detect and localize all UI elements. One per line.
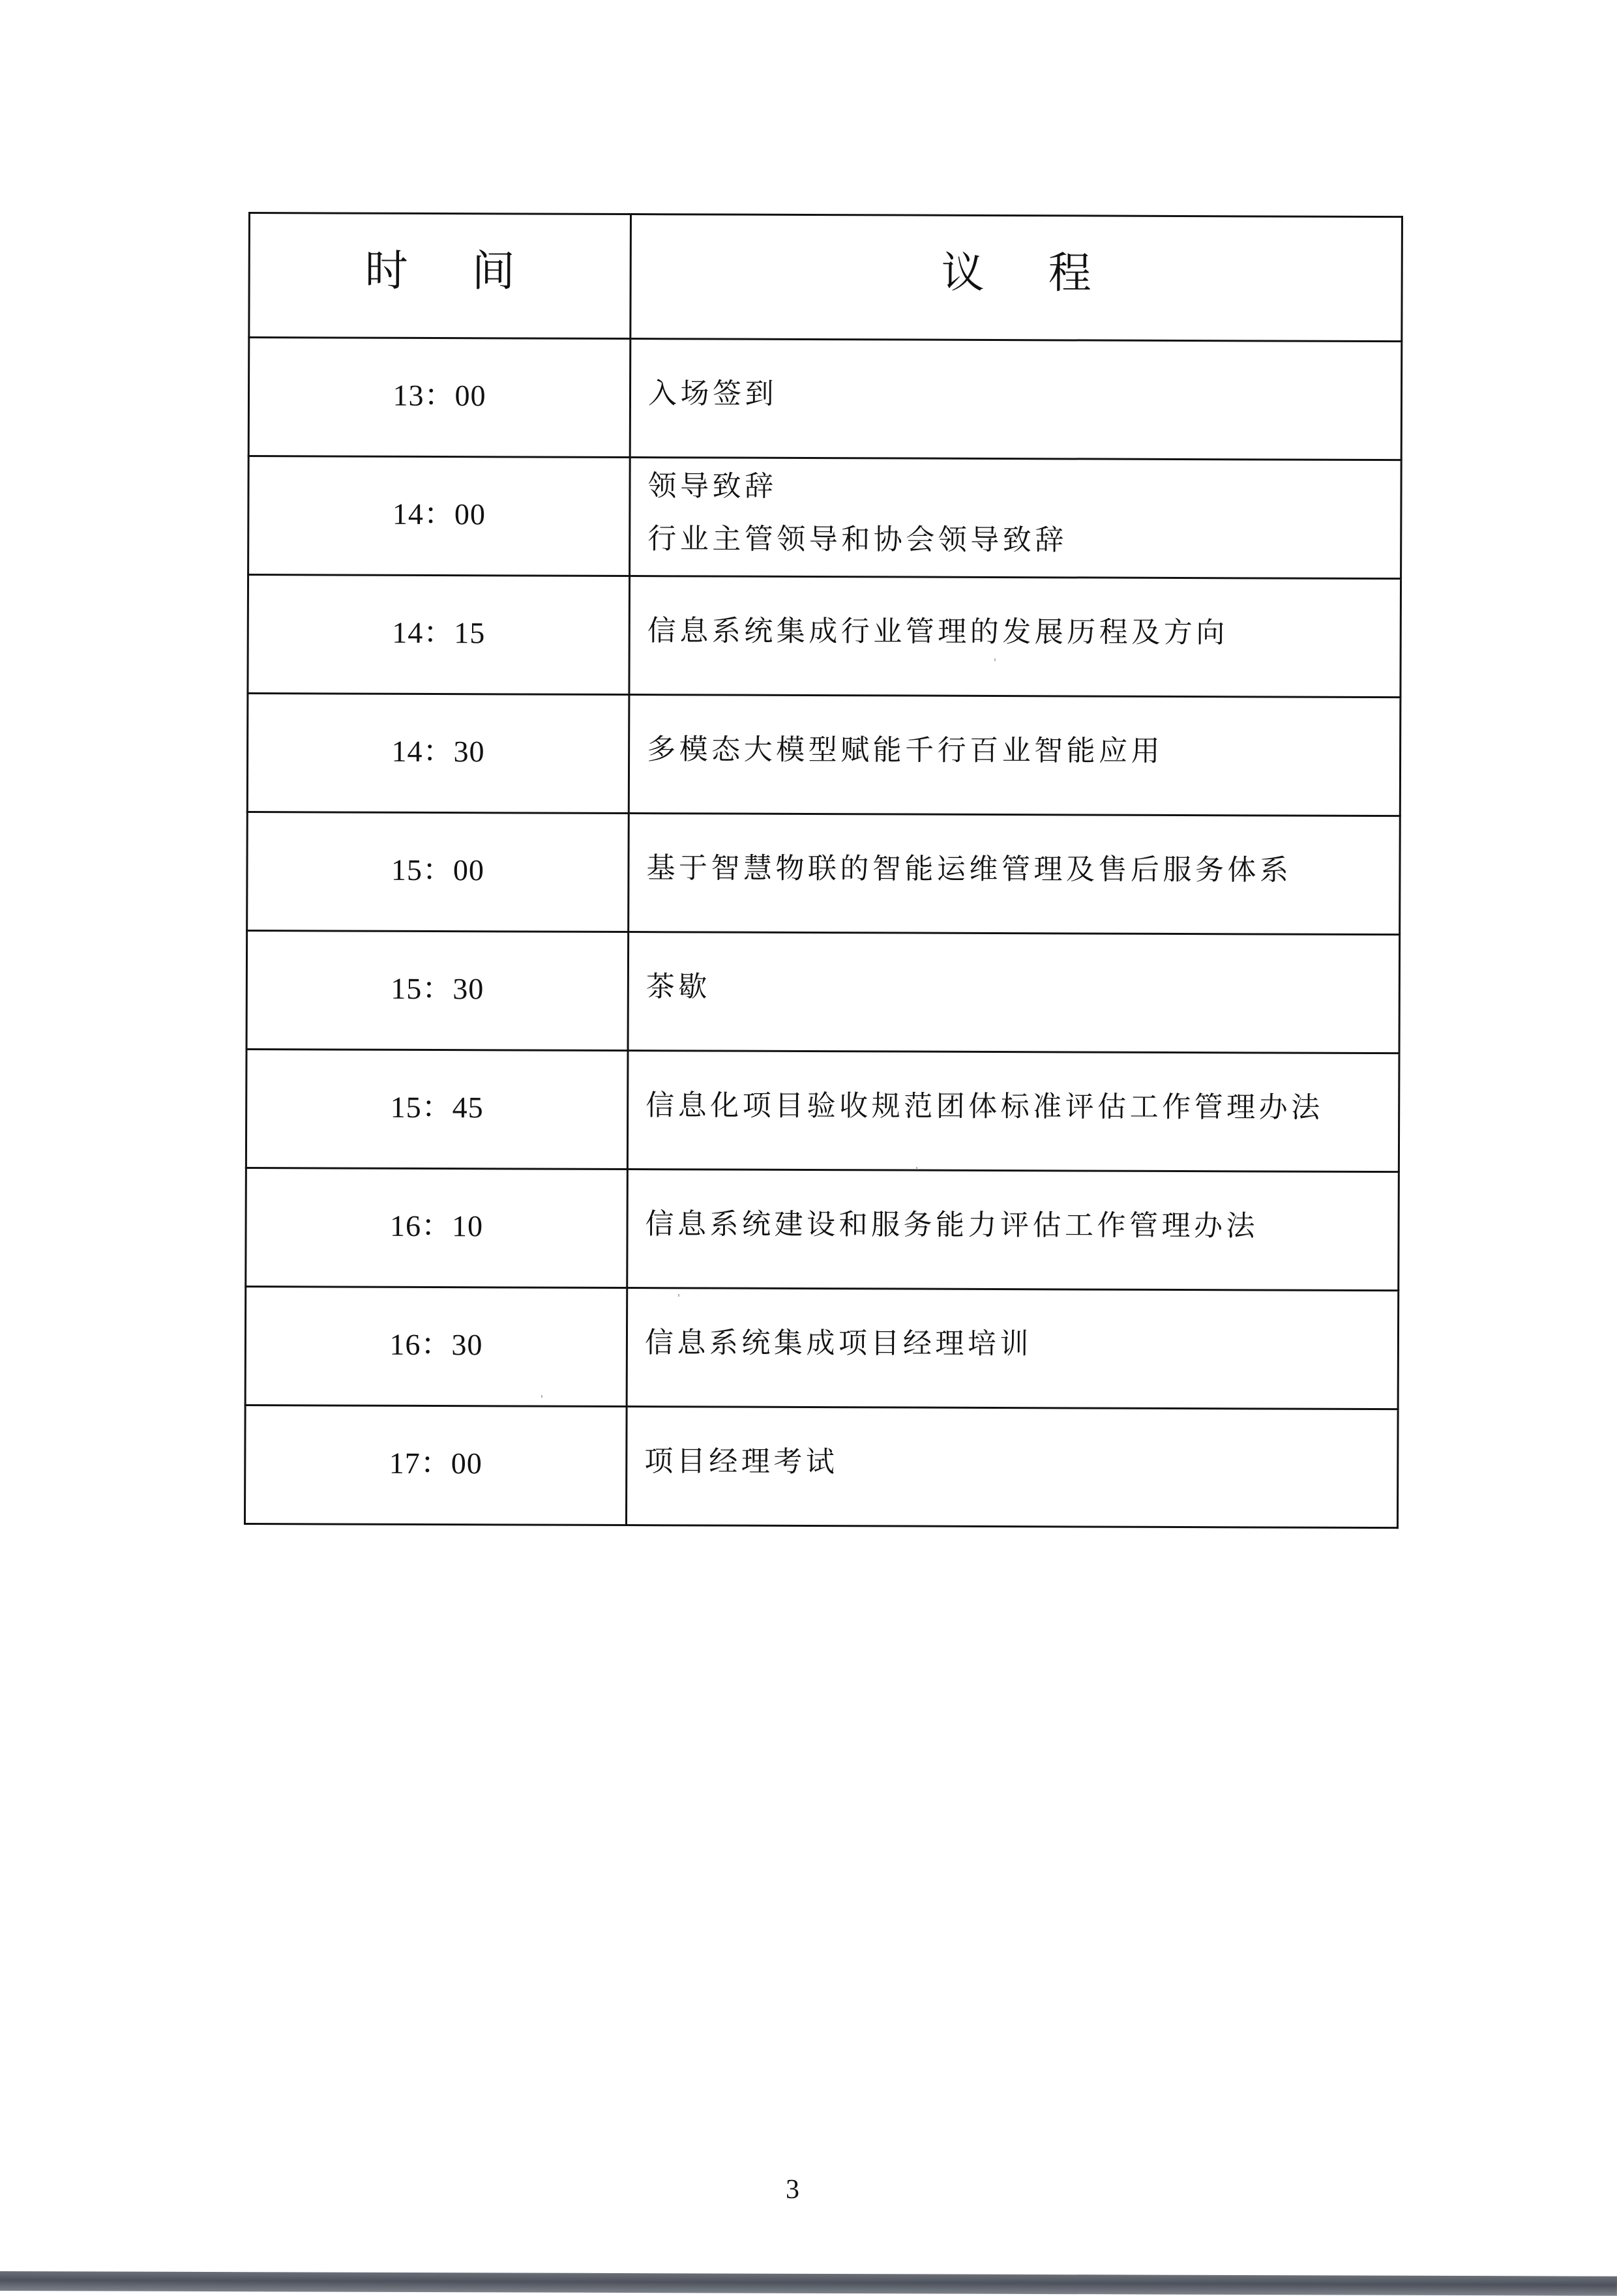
agenda-item-text: 多模态大模型赋能千行百业智能应用 [647,733,1164,768]
scan-artifact [994,658,996,661]
agenda-item-text: 茶歇 [645,970,711,1004]
agenda-header-label: 议程 [941,247,1155,299]
scan-artifact [678,1294,679,1297]
scan-artifact [541,1395,542,1398]
agenda-cell [629,814,1401,935]
time-cell: 15：45 [246,1049,628,1169]
time-header-label: 时间 [364,245,579,297]
table-row [245,1286,1399,1409]
agenda-column-header [630,214,1402,342]
agenda-cell [627,1051,1399,1172]
page-number: 3 [786,2175,799,2205]
table-row [247,694,1401,816]
agenda-cell [629,576,1401,698]
time-cell: 16：30 [245,1286,627,1406]
table-row [246,930,1400,1053]
table-row [246,1168,1399,1290]
agenda-item-text: 信息系统集成项目经理培训 [644,1326,1033,1361]
agenda-cell [627,1170,1399,1291]
agenda-item-text: 信息化项目验收规范团体标准评估工作管理办法 [645,1089,1324,1125]
table-row [246,1049,1399,1171]
table-row [248,456,1402,579]
agenda-item-text: 基于智慧物联的智能运维管理及售后服务体系 [646,851,1292,887]
time-column-header [249,213,631,339]
agenda-item-text: 信息系统建设和服务能力评估工作管理办法 [645,1207,1259,1243]
table-row [248,575,1401,698]
time-cell: 15：00 [247,812,629,932]
time-cell: 14：30 [247,694,629,814]
agenda-cell [630,339,1402,460]
scan-edge-shadow [0,2271,1617,2296]
agenda-item-subtext: 行业主管领导和协会领导致辞 [647,522,1067,557]
agenda-table [244,212,1403,1529]
table-row [248,338,1402,460]
table-row [245,1405,1398,1527]
agenda-cell [628,932,1400,1053]
agenda-item-text: 领导致辞 [647,469,777,503]
time-cell: 14：00 [248,456,630,576]
time-cell: 16：10 [246,1168,628,1288]
agenda-cell [629,695,1401,816]
time-cell: 17：00 [245,1405,627,1525]
agenda-cell [630,458,1402,579]
time-cell: 15：30 [246,930,629,1050]
scan-artifact [916,1167,917,1170]
table-row [247,812,1401,934]
agenda-cell [627,1288,1399,1409]
agenda-item-text: 项目经理考试 [644,1445,838,1479]
time-cell: 14：15 [248,575,630,695]
table-header-row [249,213,1402,342]
agenda-item-text: 信息系统集成行业管理的发展历程及方向 [647,614,1228,650]
agenda-item-text: 入场签到 [647,377,778,411]
agenda-cell [626,1407,1398,1528]
time-cell: 13：00 [248,338,630,458]
